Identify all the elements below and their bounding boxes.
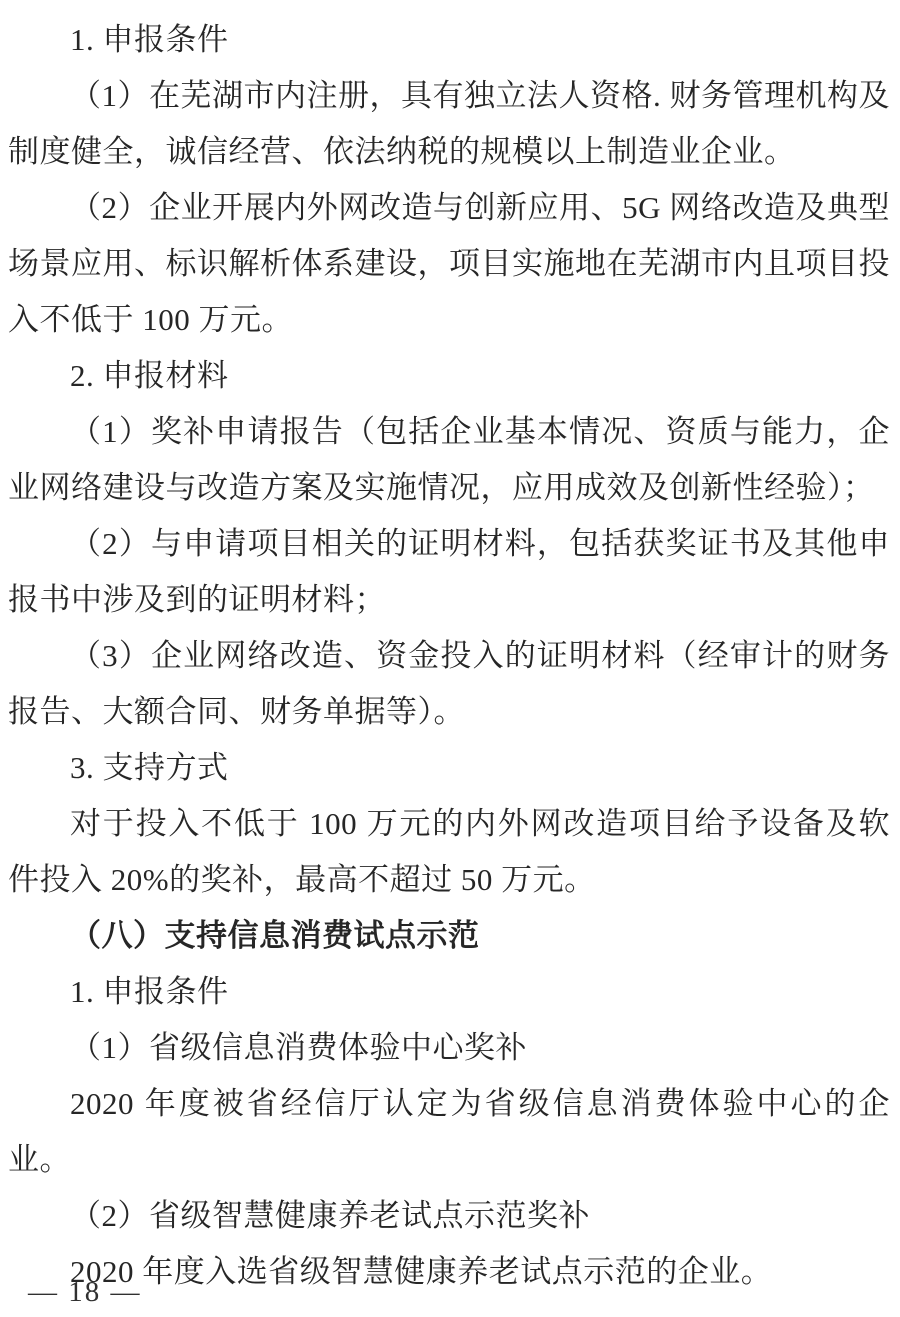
paragraph: （1）省级信息消费体验中心奖补 [70, 1030, 527, 1065]
page-number: — 18 — [28, 1276, 142, 1308]
paragraph: （2）省级智慧健康养老试点示范奖补 [70, 1198, 590, 1233]
numbered-heading: 1. 申报条件 [70, 974, 229, 1009]
paragraph: （1）在芜湖市内注册，具有独立法人资格. 财务管理机构及制度健全，诚信经营、依法纳税的规模以上制造业企业。 [8, 78, 890, 169]
numbered-heading: 2. 申报材料 [70, 358, 229, 393]
numbered-heading: 3. 支持方式 [70, 750, 229, 785]
paragraph: （1）奖补申请报告（包括企业基本情况、资质与能力，企业网络建设与改造方案及实施情况，应用成效及创新性经验）； [8, 414, 890, 505]
paragraph: 2020 年度入选省级智慧健康养老试点示范的企业。 [70, 1254, 773, 1289]
paragraph: （3）企业网络改造、资金投入的证明材料（经审计的财务报告、大额合同、财务单据等）。 [8, 638, 890, 729]
paragraph: （2）企业开展内外网改造与创新应用、5G 网络改造及典型场景应用、标识解析体系建设，项目实施地在芜湖市内且项目投入不低于 100 万元。 [8, 190, 890, 337]
paragraph: 2020 年度被省经信厅认定为省级信息消费体验中心的企业。 [8, 1086, 890, 1177]
paragraph: 对于投入不低于 100 万元的内外网改造项目给予设备及软件投入 20%的奖补，最高不超过 50 万元。 [8, 806, 890, 897]
paragraph: （2）与申请项目相关的证明材料，包括获奖证书及其他申报书中涉及到的证明材料； [8, 526, 890, 617]
section-heading: （八）支持信息消费试点示范 [70, 918, 480, 953]
numbered-heading: 1. 申报条件 [70, 22, 229, 57]
